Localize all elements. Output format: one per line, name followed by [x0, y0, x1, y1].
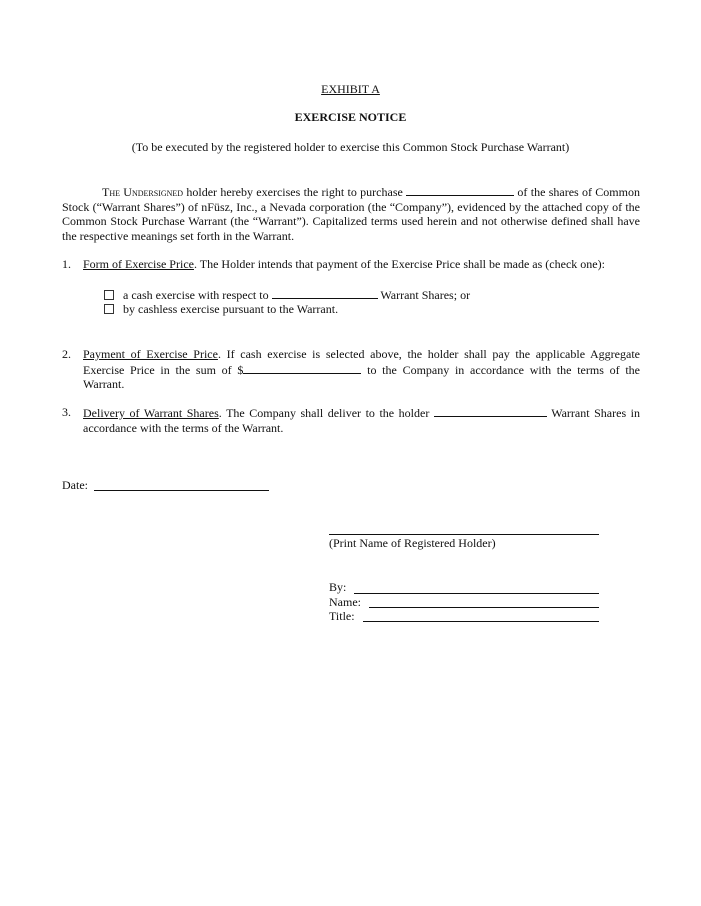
item-2	[62, 347, 640, 392]
item-text: . If cash exercise is selected above, the holder shall pay the applicable Aggregate Exercise Price in the sum of $	[83, 347, 640, 377]
delivery-shares-blank[interactable]	[434, 405, 547, 417]
holder-name-line[interactable]	[329, 534, 599, 535]
item-number: 2.	[62, 347, 71, 361]
by-label: By:	[329, 580, 347, 594]
date-line[interactable]	[94, 490, 269, 491]
title-line[interactable]	[363, 621, 599, 622]
intro-lead: The Undersigned	[102, 185, 184, 199]
item-text-after: Warrant Shares in accordance with the terms of the Warrant.	[83, 406, 640, 435]
item-heading: Payment of Exercise Price	[83, 347, 218, 361]
intro-paragraph	[62, 184, 640, 243]
item-text-after: to the Company in accordance with the terms of the Warrant.	[83, 362, 640, 392]
intro-text-2: of the shares of Common Stock (“Warrant Shares”) of nFüsz, Inc., a Nevada corporation (the “Company”), evidenced by the attached copy of the Common Stock Purchase Warrant (the “Warrant”). Capitalized terms used herein and not otherwise defined shall have the respective meanings set forth in the Warrant.	[62, 185, 640, 243]
name-line[interactable]	[369, 607, 599, 608]
date-label: Date:	[62, 478, 88, 492]
cash-warrant-shares-blank[interactable]	[272, 287, 378, 299]
aggregate-price-blank[interactable]	[243, 362, 361, 374]
option-text-after: Warrant Shares; or	[377, 288, 471, 302]
option-text: a cash exercise with respect to	[123, 288, 272, 302]
intro-text-1: holder hereby exercises the right to purchase	[183, 185, 407, 199]
by-signature-line[interactable]	[354, 593, 599, 594]
document-subtitle: (To be executed by the registered holder to exercise this Common Stock Purchase Warrant)	[131, 140, 570, 154]
item-text: . The Company shall deliver to the holder	[218, 406, 434, 420]
item-number: 3.	[62, 405, 71, 419]
item-3	[62, 405, 640, 435]
cash-exercise-checkbox[interactable]	[104, 290, 114, 300]
item-1	[62, 257, 640, 272]
cashless-exercise-checkbox[interactable]	[104, 304, 114, 314]
option-text: by cashless exercise pursuant to the Warrant.	[123, 302, 339, 316]
item-number: 1.	[62, 257, 71, 271]
item-heading: Delivery of Warrant Shares	[83, 406, 219, 420]
option-cash-exercise	[104, 287, 470, 303]
shares-to-purchase-blank[interactable]	[406, 184, 514, 196]
document-title: EXERCISE NOTICE	[294, 110, 407, 124]
item-text: . The Holder intends that payment of the Exercise Price shall be made as (check one):	[193, 257, 605, 271]
exhibit-label: EXHIBIT A	[321, 82, 380, 96]
title-label: Title:	[329, 609, 355, 623]
name-label: Name:	[329, 595, 361, 609]
print-name-label: (Print Name of Registered Holder)	[329, 536, 496, 550]
option-cashless-exercise	[104, 302, 338, 317]
item-heading: Form of Exercise Price	[83, 257, 194, 271]
